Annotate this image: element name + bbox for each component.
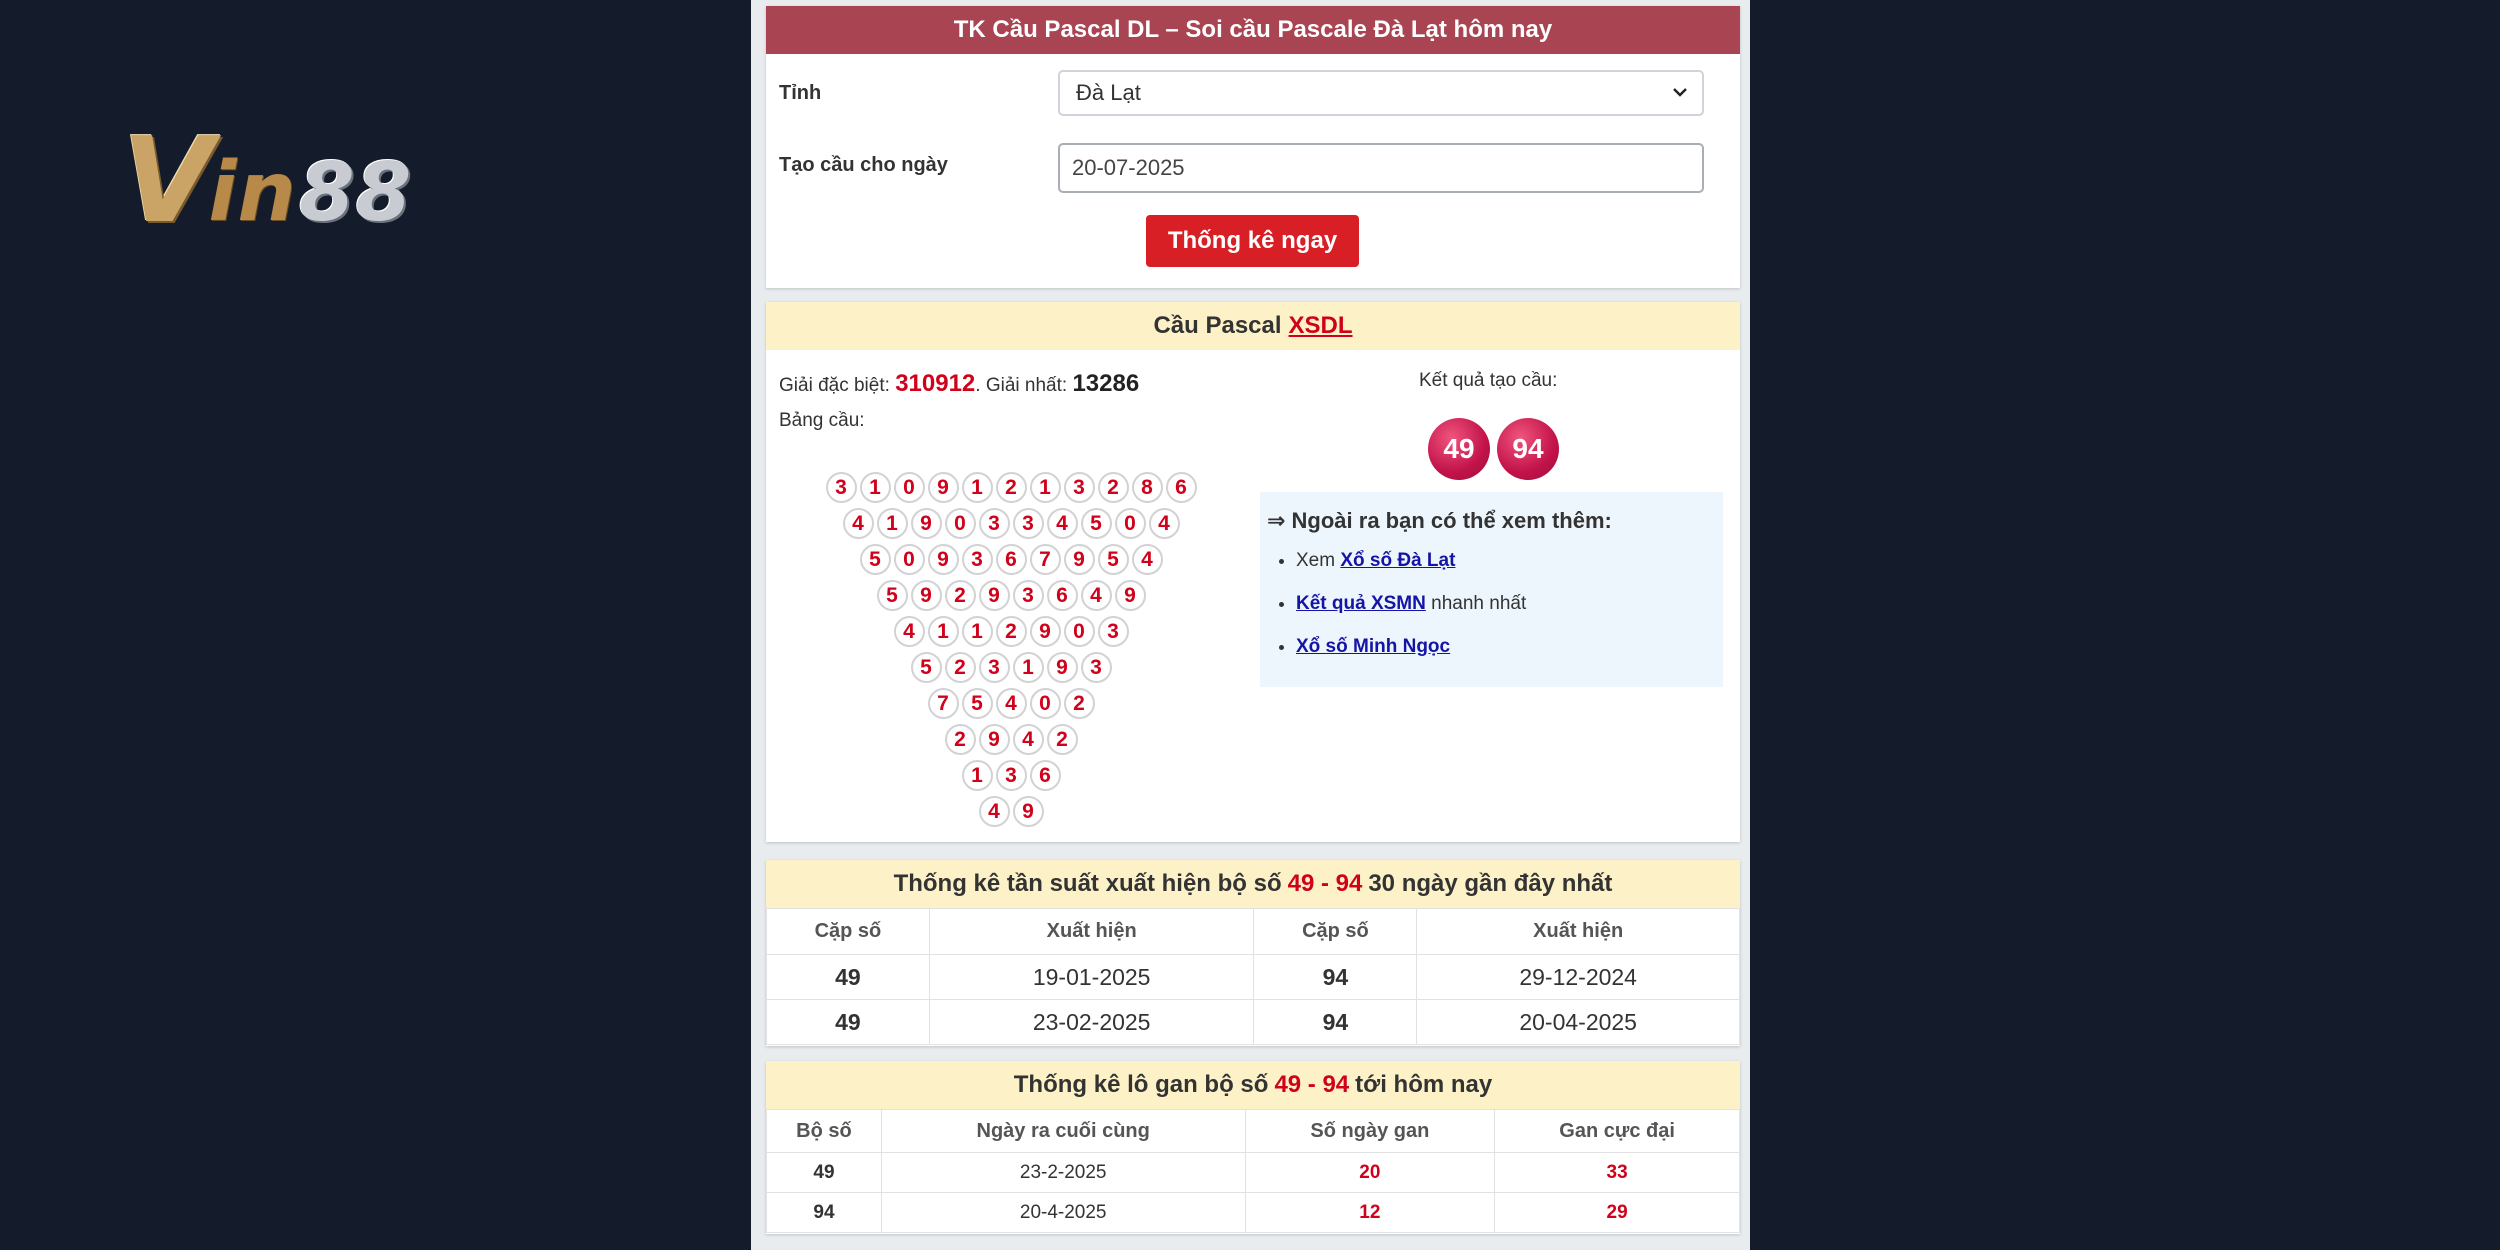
triangle-cell: 9: [1030, 616, 1061, 647]
gan-max-cell: 29: [1495, 1193, 1740, 1233]
ket-qua-xsmn-link[interactable]: Kết quả XSMN: [1296, 593, 1426, 614]
frequency-heading-prefix: Thống kê tần suất xuất hiện bộ số: [893, 870, 1282, 897]
gan-max-cell: 33: [1495, 1153, 1740, 1193]
form-title: TK Cầu Pascal DL – Soi cầu Pascale Đà Lạt hôm nay: [766, 6, 1740, 54]
triangle-cell: 1: [962, 760, 993, 791]
triangle-cell: 2: [996, 472, 1027, 503]
frequency-table: [766, 908, 1740, 1045]
xo-so-da-lat-link[interactable]: Xổ số Đà Lạt: [1340, 550, 1456, 571]
xsdl-link[interactable]: XSDL: [1288, 312, 1353, 339]
province-selected-value: Đà Lạt: [1076, 80, 1141, 105]
triangle-cell: 1: [1030, 472, 1061, 503]
date-cell: 20-04-2025: [1417, 1000, 1740, 1045]
triangle-cell: 0: [1064, 616, 1095, 647]
triangle-cell: 1: [962, 472, 993, 503]
triangle-cell: 1: [877, 508, 908, 539]
triangle-cell: 0: [1030, 688, 1061, 719]
column-header: Xuất hiện: [1417, 909, 1740, 955]
gan-heading: [766, 1061, 1740, 1109]
prize-info: Giải đặc biệt: 310912. Giải nhất: 13286: [779, 370, 1140, 397]
table-header-row: [767, 1110, 1740, 1153]
see-more-list: [1260, 550, 1526, 679]
triangle-cell: 3: [1081, 652, 1112, 683]
date-cell: 29-12-2024: [1417, 955, 1740, 1000]
triangle-cell: 9: [979, 580, 1010, 611]
triangle-cell: 4: [1081, 580, 1112, 611]
table-header-row: [767, 909, 1740, 955]
gan-heading-pair: 49 - 94: [1274, 1071, 1350, 1098]
triangle-cell: 0: [1115, 508, 1146, 539]
gan-days-cell: 12: [1245, 1193, 1495, 1233]
column-header: Cặp số: [1254, 909, 1417, 955]
triangle-cell: 2: [1098, 472, 1129, 503]
triangle-cell: 1: [928, 616, 959, 647]
pair-cell: 94: [1254, 1000, 1417, 1045]
province-select[interactable]: [1058, 70, 1704, 116]
triangle-cell: 9: [1013, 796, 1044, 827]
triangle-cell: 8: [1132, 472, 1163, 503]
triangle-cell: 4: [894, 616, 925, 647]
first-prize-label: Giải nhất:: [985, 375, 1068, 396]
column-header: Số ngày gan: [1245, 1110, 1495, 1153]
triangle-cell: 3: [962, 544, 993, 575]
list-item: [1296, 550, 1526, 593]
triangle-cell: 4: [1149, 508, 1180, 539]
result-ball: 94: [1497, 418, 1559, 480]
triangle-cell: 9: [979, 724, 1010, 755]
triangle-cell: 4: [1047, 508, 1078, 539]
special-prize-value: 310912: [895, 370, 976, 397]
frequency-heading: [766, 860, 1740, 908]
main-content-column: [751, 0, 1750, 1250]
list-item: [1296, 636, 1526, 679]
triangle-cell: 5: [1098, 544, 1129, 575]
column-header: Bộ số: [767, 1110, 882, 1153]
column-header: Xuất hiện: [929, 909, 1254, 955]
triangle-cell: 3: [979, 508, 1010, 539]
pair-cell: 49: [767, 1000, 930, 1045]
triangle-cell: 6: [1166, 472, 1197, 503]
pair-cell: 49: [767, 1153, 882, 1193]
column-header: Cặp số: [767, 909, 930, 955]
vin88-logo: [122, 111, 482, 249]
triangle-cell: 5: [877, 580, 908, 611]
triangle-cell: 2: [945, 652, 976, 683]
pair-cell: 94: [1254, 955, 1417, 1000]
logo-part-in: in: [208, 145, 297, 240]
triangle-cell: 4: [979, 796, 1010, 827]
pascal-triangle: [766, 302, 1266, 842]
triangle-cell: 3: [826, 472, 857, 503]
triangle-cell: 9: [1047, 652, 1078, 683]
triangle-cell: 0: [894, 472, 925, 503]
list-item-suffix: nhanh nhất: [1431, 593, 1527, 614]
date-cell: 23-02-2025: [929, 1000, 1254, 1045]
triangle-cell: 9: [911, 508, 942, 539]
table-row: [767, 955, 1740, 1000]
frequency-heading-pair: 49 - 94: [1287, 870, 1363, 897]
result-ball: 49: [1428, 418, 1490, 480]
triangle-cell: 7: [928, 688, 959, 719]
triangle-cell: 1: [1013, 652, 1044, 683]
date-cell: 23-2-2025: [881, 1153, 1245, 1193]
date-cell: 19-01-2025: [929, 955, 1254, 1000]
logo-part-v: V: [122, 111, 215, 249]
xo-so-minh-ngoc-link[interactable]: Xổ số Minh Ngọc: [1296, 636, 1451, 657]
date-label: Tạo cầu cho ngày: [779, 154, 948, 176]
triangle-cell: 1: [962, 616, 993, 647]
gan-stats-card: [766, 1061, 1740, 1234]
frequency-heading-suffix: 30 ngày gần đây nhất: [1368, 870, 1613, 897]
triangle-cell: 9: [1115, 580, 1146, 611]
province-label: Tỉnh: [779, 82, 822, 104]
triangle-cell: 4: [996, 688, 1027, 719]
triangle-cell: 9: [1064, 544, 1095, 575]
list-item-prefix: Xem: [1296, 550, 1336, 571]
triangle-cell: 2: [1047, 724, 1078, 755]
column-header: Ngày ra cuối cùng: [881, 1110, 1245, 1153]
triangle-cell: 5: [1081, 508, 1112, 539]
triangle-cell: 4: [1132, 544, 1163, 575]
date-cell: 20-4-2025: [881, 1193, 1245, 1233]
frequency-stats-card: [766, 860, 1740, 1046]
special-prize-label: Giải đặc biệt:: [779, 375, 890, 396]
pair-cell: 49: [767, 955, 930, 1000]
triangle-cell: 7: [1030, 544, 1061, 575]
date-input[interactable]: 20-07-2025: [1058, 143, 1704, 193]
pair-cell: 94: [767, 1193, 882, 1233]
table-row: [767, 1153, 1740, 1193]
triangle-cell: 0: [894, 544, 925, 575]
triangle-cell: 2: [945, 724, 976, 755]
triangle-cell: 9: [911, 580, 942, 611]
triangle-cell: 3: [979, 652, 1010, 683]
triangle-cell: 2: [1064, 688, 1095, 719]
triangle-cell: 3: [1013, 508, 1044, 539]
result-label: Kết quả tạo cầu:: [1419, 370, 1558, 391]
pascal-heading-text: Cầu Pascal: [1153, 312, 1282, 339]
list-item: [1296, 593, 1526, 636]
gan-heading-suffix: tới hôm nay: [1355, 1071, 1493, 1098]
triangle-cell: 6: [996, 544, 1027, 575]
first-prize-value: 13286: [1072, 370, 1140, 397]
column-header: Gan cực đại: [1495, 1110, 1740, 1153]
pascal-result-card: [766, 302, 1740, 842]
table-row: [767, 1000, 1740, 1045]
chevron-down-icon: [1672, 84, 1688, 100]
table-label: Bảng cầu:: [779, 410, 865, 431]
triangle-cell: 4: [1013, 724, 1044, 755]
triangle-cell: 3: [1064, 472, 1095, 503]
triangle-cell: 6: [1047, 580, 1078, 611]
triangle-cell: 2: [996, 616, 1027, 647]
triangle-cell: 5: [911, 652, 942, 683]
table-row: [767, 1193, 1740, 1233]
triangle-cell: 3: [996, 760, 1027, 791]
triangle-cell: 5: [962, 688, 993, 719]
triangle-cell: 3: [1013, 580, 1044, 611]
triangle-cell: 9: [928, 472, 959, 503]
gan-table: [766, 1109, 1740, 1233]
triangle-cell: 5: [860, 544, 891, 575]
pascal-form-card: [766, 6, 1740, 288]
gan-days-cell: 20: [1245, 1153, 1495, 1193]
triangle-cell: 6: [1030, 760, 1061, 791]
triangle-cell: 9: [928, 544, 959, 575]
see-more-box: [1260, 492, 1723, 687]
triangle-cell: 4: [843, 508, 874, 539]
gan-heading-prefix: Thống kê lô gan bộ số: [1013, 1071, 1269, 1098]
triangle-cell: 1: [860, 472, 891, 503]
triangle-cell: 3: [1098, 616, 1129, 647]
logo-part-88: 88: [298, 146, 413, 239]
triangle-cell: 2: [945, 580, 976, 611]
see-more-title: ⇒ Ngoài ra bạn có thể xem thêm:: [1267, 508, 1612, 533]
submit-button[interactable]: Thống kê ngay: [1146, 215, 1359, 267]
triangle-cell: 0: [945, 508, 976, 539]
